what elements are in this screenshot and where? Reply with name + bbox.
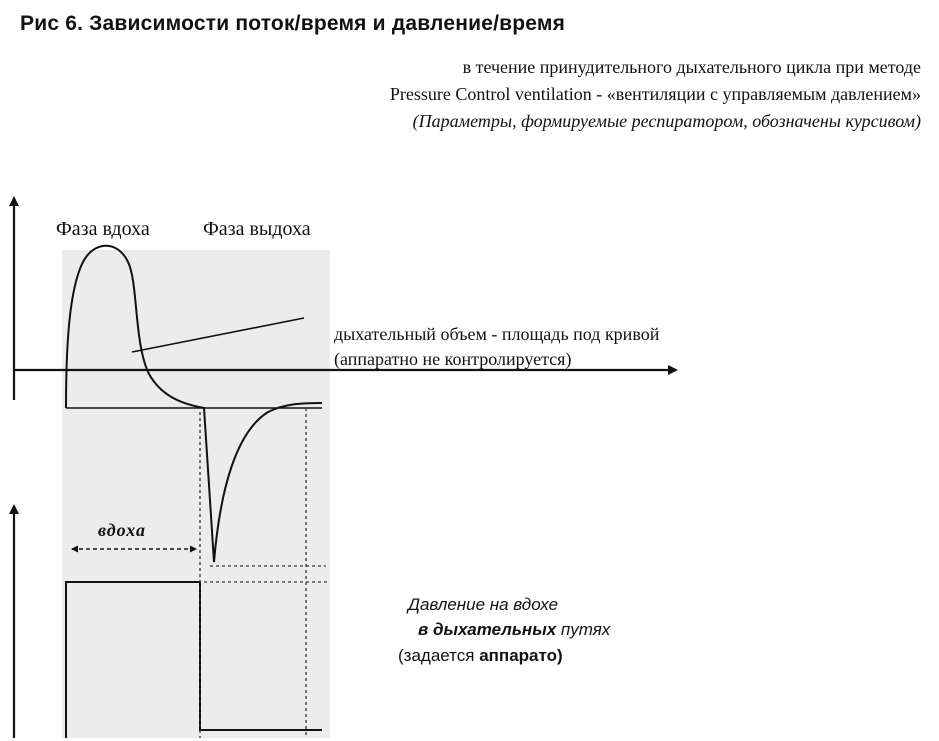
subtitle-line-2: Pressure Control ventilation - «вентиляции с управляемым давлением» [389,84,921,104]
diagram-background-panel [62,250,330,738]
phase-inhale-label: Фаза вдоха [56,218,150,240]
pressure-label-airways-rest: путях [556,620,611,639]
volume-note-line-2: (аппаратно не контролируется) [334,349,572,369]
pressure-label-set-by: (задается [398,646,480,665]
pressure-label-airways-bold: в дыхательных [418,620,557,639]
inhale-time-label: вдоха [98,520,147,540]
pressure-label-line-1: Давление на вдохе [408,595,559,614]
subtitle-line-3: (Параметры, формируемые респиратором, обозначены курсивом) [412,111,921,131]
pressure-label-line-2 [418,620,610,640]
subtitle-line-1: в течение принудительного дыхательного цикла при методе [462,57,921,77]
volume-note-line-1: дыхательный объем - площадь под кривой [334,324,660,344]
pressure-label-line-3 [398,646,563,666]
figure-title: Рис 6. Зависимости поток/время и давление/время [20,12,566,35]
phase-exhale-label: Фаза выдоха [203,218,311,240]
pressure-label-apparatus-bold: аппарато) [479,646,563,665]
